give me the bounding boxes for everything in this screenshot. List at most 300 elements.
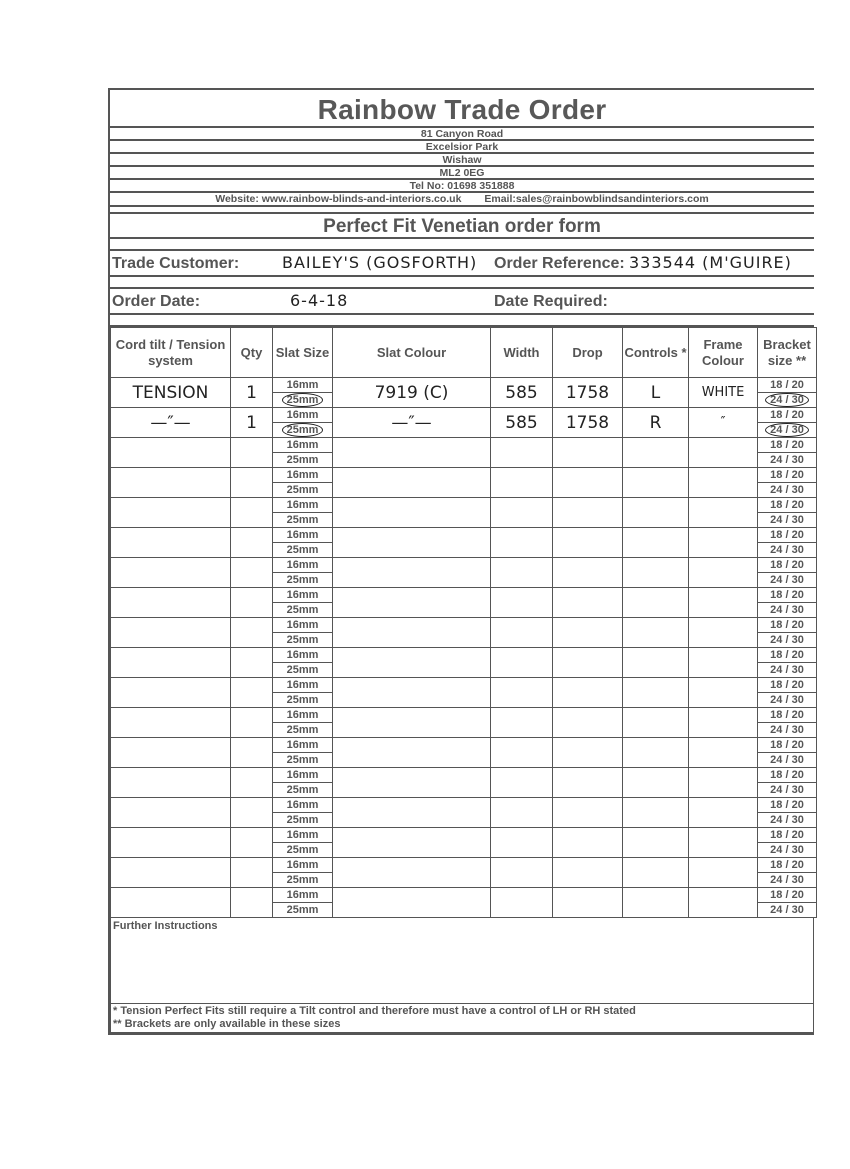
column-header: Frame Colour	[689, 328, 758, 378]
bracket-size-option[interactable]	[758, 588, 816, 603]
bracket-size-label: 24 / 30	[770, 634, 804, 646]
frame-colour-cell[interactable]	[689, 678, 758, 708]
slat-size-cell[interactable]	[273, 378, 333, 408]
bracket-size-label: 18 / 20	[770, 739, 804, 751]
drop-cell[interactable]: 1758	[553, 378, 623, 408]
controls-cell[interactable]: L	[623, 378, 689, 408]
width-cell[interactable]	[491, 888, 553, 918]
bracket-size-cell[interactable]	[758, 798, 817, 828]
frame-colour-cell[interactable]	[689, 738, 758, 768]
contact-line	[110, 193, 814, 207]
drop-cell[interactable]	[553, 858, 623, 888]
bracket-size-cell[interactable]	[758, 858, 817, 888]
table-row	[111, 678, 817, 708]
slat-size-option[interactable]	[273, 753, 332, 767]
frame-colour-cell[interactable]	[689, 708, 758, 738]
drop-cell[interactable]	[553, 558, 623, 588]
slat-size-option[interactable]	[273, 588, 332, 603]
slat-size-cell[interactable]	[273, 558, 333, 588]
slat-size-label: 16mm	[286, 679, 319, 691]
drop-cell[interactable]	[553, 438, 623, 468]
slat-size-option[interactable]	[273, 528, 332, 543]
bracket-size-label: 18 / 20	[770, 859, 804, 871]
column-header: Width	[491, 328, 553, 378]
table-row	[111, 408, 817, 438]
system-cell[interactable]	[111, 708, 231, 738]
bracket-size-option[interactable]	[758, 513, 816, 527]
bracket-size-cell[interactable]	[758, 498, 817, 528]
bracket-size-option[interactable]	[758, 708, 816, 723]
slat-size-label: 16mm	[286, 379, 319, 391]
column-header: Slat Colour	[333, 328, 491, 378]
slat-colour-cell[interactable]	[333, 528, 491, 558]
qty-cell[interactable]	[231, 498, 273, 528]
slat-colour-cell[interactable]	[333, 888, 491, 918]
frame-colour-cell[interactable]	[689, 558, 758, 588]
controls-cell[interactable]	[623, 588, 689, 618]
order-table	[110, 327, 817, 918]
bracket-size-option[interactable]	[758, 408, 816, 423]
bracket-size-cell[interactable]	[758, 888, 817, 918]
slat-size-option[interactable]	[273, 873, 332, 887]
qty-cell[interactable]	[231, 708, 273, 738]
slat-size-cell[interactable]	[273, 468, 333, 498]
bracket-size-option[interactable]	[758, 723, 816, 737]
slat-size-option[interactable]	[273, 828, 332, 843]
controls-cell[interactable]	[623, 528, 689, 558]
bracket-size-cell[interactable]	[758, 588, 817, 618]
slat-size-cell[interactable]	[273, 858, 333, 888]
slat-size-cell[interactable]	[273, 528, 333, 558]
table-row	[111, 498, 817, 528]
controls-cell[interactable]	[623, 858, 689, 888]
frame-colour-cell[interactable]	[689, 588, 758, 618]
system-cell[interactable]	[111, 828, 231, 858]
bracket-size-option[interactable]	[758, 813, 816, 827]
bracket-size-option[interactable]	[758, 693, 816, 707]
slat-size-label: 25mm	[286, 694, 319, 706]
slat-size-option[interactable]	[273, 498, 332, 513]
slat-size-label: 25mm	[286, 784, 319, 796]
slat-colour-cell[interactable]	[333, 708, 491, 738]
system-cell[interactable]	[111, 588, 231, 618]
divider	[110, 277, 814, 289]
slat-size-option[interactable]	[273, 453, 332, 467]
slat-size-label: 16mm	[286, 859, 319, 871]
trade-customer-label: Trade Customer:	[112, 255, 240, 272]
bracket-size-label: 24 / 30	[765, 423, 809, 437]
slat-size-label: 25mm	[286, 814, 319, 826]
slat-colour-cell[interactable]	[333, 438, 491, 468]
slat-size-label: 25mm	[282, 423, 324, 437]
slat-size-cell[interactable]	[273, 828, 333, 858]
bracket-size-option[interactable]	[758, 843, 816, 857]
table-row	[111, 798, 817, 828]
bracket-size-option[interactable]	[758, 618, 816, 633]
slat-size-cell[interactable]	[273, 888, 333, 918]
qty-cell[interactable]	[231, 588, 273, 618]
drop-cell[interactable]	[553, 708, 623, 738]
qty-cell[interactable]	[231, 558, 273, 588]
slat-colour-cell[interactable]	[333, 738, 491, 768]
bracket-size-cell[interactable]	[758, 408, 817, 438]
bracket-size-cell[interactable]	[758, 438, 817, 468]
bracket-size-cell[interactable]	[758, 828, 817, 858]
width-cell[interactable]	[491, 558, 553, 588]
bracket-size-option[interactable]	[758, 738, 816, 753]
drop-cell[interactable]	[553, 618, 623, 648]
slat-size-label: 25mm	[286, 574, 319, 586]
qty-cell[interactable]	[231, 768, 273, 798]
width-cell[interactable]: 585	[491, 378, 553, 408]
qty-cell[interactable]: 1	[231, 408, 273, 438]
qty-cell[interactable]	[231, 798, 273, 828]
bracket-size-cell[interactable]	[758, 768, 817, 798]
slat-size-option[interactable]	[273, 678, 332, 693]
bracket-size-option[interactable]	[758, 378, 816, 393]
controls-cell[interactable]	[623, 678, 689, 708]
order-reference-field[interactable]: 333544 (M'GUIRE)	[629, 253, 792, 272]
slat-size-option[interactable]	[273, 603, 332, 617]
bracket-size-cell[interactable]	[758, 708, 817, 738]
width-cell[interactable]	[491, 768, 553, 798]
controls-cell[interactable]	[623, 438, 689, 468]
slat-colour-cell[interactable]	[333, 618, 491, 648]
slat-colour-cell[interactable]	[333, 648, 491, 678]
slat-size-option[interactable]	[273, 693, 332, 707]
further-instructions[interactable]	[110, 918, 814, 1004]
slat-size-option[interactable]	[273, 708, 332, 723]
slat-colour-cell[interactable]	[333, 588, 491, 618]
slat-colour-cell[interactable]	[333, 498, 491, 528]
width-cell[interactable]	[491, 708, 553, 738]
system-cell[interactable]	[111, 768, 231, 798]
slat-size-option[interactable]	[273, 633, 332, 647]
divider	[110, 239, 814, 251]
slat-size-option[interactable]	[273, 468, 332, 483]
bracket-size-option[interactable]	[758, 438, 816, 453]
width-cell[interactable]	[491, 738, 553, 768]
table-row	[111, 888, 817, 918]
bracket-size-option[interactable]	[758, 678, 816, 693]
column-header: Slat Size	[273, 328, 333, 378]
slat-size-option[interactable]	[273, 573, 332, 587]
order-date-row	[110, 289, 814, 315]
qty-cell[interactable]	[231, 738, 273, 768]
drop-cell[interactable]	[553, 798, 623, 828]
frame-colour-cell[interactable]	[689, 798, 758, 828]
system-cell[interactable]: TENSION	[111, 378, 231, 408]
bracket-size-label: 18 / 20	[770, 799, 804, 811]
slat-size-option[interactable]	[273, 783, 332, 797]
controls-cell[interactable]	[623, 468, 689, 498]
bracket-size-option[interactable]	[758, 753, 816, 767]
trade-customer-field[interactable]: BAILEY'S (GOSFORTH)	[282, 253, 478, 272]
bracket-size-option[interactable]	[758, 558, 816, 573]
slat-colour-cell[interactable]: 7919 (C)	[333, 378, 491, 408]
system-cell[interactable]	[111, 738, 231, 768]
slat-size-cell[interactable]	[273, 618, 333, 648]
width-cell[interactable]	[491, 468, 553, 498]
table-row	[111, 858, 817, 888]
bracket-size-label: 24 / 30	[770, 754, 804, 766]
frame-colour-cell[interactable]	[689, 768, 758, 798]
qty-cell[interactable]	[231, 858, 273, 888]
slat-size-label: 16mm	[286, 769, 319, 781]
drop-cell[interactable]	[553, 648, 623, 678]
spacer	[110, 207, 814, 214]
bracket-size-label: 18 / 20	[770, 619, 804, 631]
width-cell[interactable]	[491, 438, 553, 468]
drop-cell[interactable]	[553, 468, 623, 498]
slat-size-option[interactable]	[273, 648, 332, 663]
bracket-size-label: 18 / 20	[770, 469, 804, 481]
slat-size-option[interactable]	[273, 903, 332, 917]
width-cell[interactable]	[491, 828, 553, 858]
table-row	[111, 618, 817, 648]
order-form	[108, 88, 814, 1035]
drop-cell[interactable]	[553, 498, 623, 528]
bracket-size-cell[interactable]	[758, 558, 817, 588]
slat-size-option[interactable]	[273, 408, 332, 423]
drop-cell[interactable]	[553, 528, 623, 558]
bracket-size-option[interactable]	[758, 423, 816, 437]
frame-colour-cell[interactable]	[689, 648, 758, 678]
system-cell[interactable]	[111, 528, 231, 558]
slat-size-option[interactable]	[273, 663, 332, 677]
slat-size-option[interactable]	[273, 843, 332, 857]
bracket-size-option[interactable]	[758, 573, 816, 587]
slat-size-option[interactable]	[273, 483, 332, 497]
system-cell[interactable]	[111, 468, 231, 498]
controls-cell[interactable]	[623, 708, 689, 738]
width-cell[interactable]	[491, 798, 553, 828]
slat-size-label: 16mm	[286, 739, 319, 751]
slat-size-cell[interactable]	[273, 798, 333, 828]
drop-cell[interactable]	[553, 588, 623, 618]
order-date-field[interactable]: 6-4-18	[290, 291, 349, 310]
system-cell[interactable]	[111, 678, 231, 708]
slat-colour-cell[interactable]	[333, 468, 491, 498]
controls-cell[interactable]	[623, 888, 689, 918]
qty-cell[interactable]	[231, 888, 273, 918]
table-row	[111, 558, 817, 588]
width-cell[interactable]	[491, 618, 553, 648]
slat-colour-cell[interactable]	[333, 798, 491, 828]
slat-size-option[interactable]	[273, 393, 332, 407]
slat-size-label: 25mm	[286, 544, 319, 556]
qty-cell[interactable]: 1	[231, 378, 273, 408]
bracket-size-option[interactable]	[758, 768, 816, 783]
bracket-size-option[interactable]	[758, 528, 816, 543]
slat-size-label: 25mm	[286, 904, 319, 916]
width-cell[interactable]	[491, 588, 553, 618]
slat-size-option[interactable]	[273, 798, 332, 813]
system-cell[interactable]	[111, 858, 231, 888]
table-row	[111, 648, 817, 678]
bracket-size-option[interactable]	[758, 498, 816, 513]
slat-colour-cell[interactable]	[333, 768, 491, 798]
slat-size-cell[interactable]	[273, 438, 333, 468]
slat-size-cell[interactable]	[273, 738, 333, 768]
drop-cell[interactable]	[553, 738, 623, 768]
bracket-size-cell[interactable]	[758, 648, 817, 678]
qty-cell[interactable]	[231, 648, 273, 678]
bracket-size-cell[interactable]	[758, 468, 817, 498]
slat-size-option[interactable]	[273, 723, 332, 737]
bracket-size-cell[interactable]	[758, 528, 817, 558]
qty-cell[interactable]	[231, 678, 273, 708]
drop-cell[interactable]	[553, 888, 623, 918]
slat-size-cell[interactable]	[273, 588, 333, 618]
bracket-size-label: 24 / 30	[770, 574, 804, 586]
width-cell[interactable]	[491, 678, 553, 708]
drop-cell[interactable]	[553, 828, 623, 858]
website-link[interactable]: Website: www.rainbow-blinds-and-interiors.co.uk	[215, 193, 462, 205]
frame-colour-cell[interactable]	[689, 468, 758, 498]
bracket-size-option[interactable]	[758, 903, 816, 917]
slat-size-option[interactable]	[273, 858, 332, 873]
frame-colour-cell[interactable]	[689, 828, 758, 858]
slat-colour-cell[interactable]	[333, 678, 491, 708]
slat-size-label: 16mm	[286, 409, 319, 421]
bracket-size-option[interactable]	[758, 828, 816, 843]
slat-size-option[interactable]	[273, 558, 332, 573]
bracket-size-option[interactable]	[758, 633, 816, 647]
bracket-size-option[interactable]	[758, 603, 816, 617]
bracket-size-option[interactable]	[758, 453, 816, 467]
controls-cell[interactable]	[623, 738, 689, 768]
slat-size-option[interactable]	[273, 378, 332, 393]
system-cell[interactable]	[111, 888, 231, 918]
frame-colour-cell[interactable]	[689, 498, 758, 528]
system-cell[interactable]	[111, 798, 231, 828]
qty-cell[interactable]	[231, 528, 273, 558]
controls-cell[interactable]	[623, 768, 689, 798]
slat-size-option[interactable]	[273, 888, 332, 903]
slat-size-option[interactable]	[273, 543, 332, 557]
slat-colour-cell[interactable]	[333, 558, 491, 588]
bracket-size-option[interactable]	[758, 393, 816, 407]
slat-size-cell[interactable]	[273, 648, 333, 678]
footnotes	[110, 1004, 814, 1033]
controls-cell[interactable]: R	[623, 408, 689, 438]
controls-cell[interactable]	[623, 828, 689, 858]
width-cell[interactable]	[491, 858, 553, 888]
bracket-size-label: 24 / 30	[770, 904, 804, 916]
system-cell[interactable]	[111, 498, 231, 528]
system-cell[interactable]	[111, 618, 231, 648]
bracket-size-cell[interactable]	[758, 378, 817, 408]
bracket-size-label: 24 / 30	[770, 604, 804, 616]
drop-cell[interactable]	[553, 678, 623, 708]
bracket-size-option[interactable]	[758, 468, 816, 483]
slat-size-cell[interactable]	[273, 498, 333, 528]
slat-size-cell[interactable]	[273, 708, 333, 738]
slat-size-label: 16mm	[286, 799, 319, 811]
qty-cell[interactable]	[231, 618, 273, 648]
bracket-size-option[interactable]	[758, 543, 816, 557]
bracket-size-cell[interactable]	[758, 678, 817, 708]
slat-size-option[interactable]	[273, 738, 332, 753]
system-cell[interactable]	[111, 648, 231, 678]
system-cell[interactable]	[111, 438, 231, 468]
bracket-size-option[interactable]	[758, 783, 816, 797]
drop-cell[interactable]	[553, 768, 623, 798]
bracket-size-option[interactable]	[758, 798, 816, 813]
slat-size-option[interactable]	[273, 618, 332, 633]
system-cell[interactable]	[111, 558, 231, 588]
slat-colour-cell[interactable]	[333, 828, 491, 858]
frame-colour-cell[interactable]	[689, 888, 758, 918]
slat-colour-cell[interactable]: —″—	[333, 408, 491, 438]
drop-cell[interactable]: 1758	[553, 408, 623, 438]
controls-cell[interactable]	[623, 798, 689, 828]
bracket-size-option[interactable]	[758, 648, 816, 663]
controls-cell[interactable]	[623, 498, 689, 528]
bracket-size-label: 24 / 30	[770, 664, 804, 676]
system-cell[interactable]: —″—	[111, 408, 231, 438]
bracket-size-label: 24 / 30	[765, 393, 809, 407]
controls-cell[interactable]	[623, 648, 689, 678]
slat-size-option[interactable]	[273, 813, 332, 827]
email-link[interactable]: Email:sales@rainbowblindsandinteriors.com	[484, 193, 709, 205]
slat-size-label: 16mm	[286, 469, 319, 481]
controls-cell[interactable]	[623, 558, 689, 588]
bracket-size-option[interactable]	[758, 873, 816, 887]
slat-size-label: 25mm	[282, 393, 324, 407]
column-header: Bracket size **	[758, 328, 817, 378]
bracket-size-option[interactable]	[758, 888, 816, 903]
bracket-size-label: 24 / 30	[770, 694, 804, 706]
width-cell[interactable]	[491, 498, 553, 528]
width-cell[interactable]: 585	[491, 408, 553, 438]
frame-colour-cell[interactable]	[689, 858, 758, 888]
frame-colour-cell[interactable]	[689, 528, 758, 558]
frame-colour-cell[interactable]: ″	[689, 408, 758, 438]
bracket-size-cell[interactable]	[758, 618, 817, 648]
bracket-size-label: 18 / 20	[770, 499, 804, 511]
qty-cell[interactable]	[231, 828, 273, 858]
frame-colour-cell[interactable]	[689, 618, 758, 648]
frame-colour-cell[interactable]: WHITE	[689, 378, 758, 408]
column-header: Qty	[231, 328, 273, 378]
bracket-size-option[interactable]	[758, 663, 816, 677]
date-required-field[interactable]	[629, 289, 814, 313]
slat-colour-cell[interactable]	[333, 858, 491, 888]
bracket-size-cell[interactable]	[758, 738, 817, 768]
slat-size-option[interactable]	[273, 768, 332, 783]
qty-cell[interactable]	[231, 438, 273, 468]
frame-colour-cell[interactable]	[689, 438, 758, 468]
slat-size-label: 25mm	[286, 844, 319, 856]
qty-cell[interactable]	[231, 468, 273, 498]
width-cell[interactable]	[491, 528, 553, 558]
slat-size-cell[interactable]	[273, 408, 333, 438]
slat-size-label: 25mm	[286, 454, 319, 466]
bracket-size-option[interactable]	[758, 483, 816, 497]
slat-size-option[interactable]	[273, 423, 332, 437]
column-header: Cord tilt / Tension system	[111, 328, 231, 378]
slat-size-option[interactable]	[273, 513, 332, 527]
slat-size-cell[interactable]	[273, 768, 333, 798]
bracket-size-option[interactable]	[758, 858, 816, 873]
slat-size-option[interactable]	[273, 438, 332, 453]
controls-cell[interactable]	[623, 618, 689, 648]
slat-size-cell[interactable]	[273, 678, 333, 708]
slat-size-label: 25mm	[286, 484, 319, 496]
width-cell[interactable]	[491, 648, 553, 678]
